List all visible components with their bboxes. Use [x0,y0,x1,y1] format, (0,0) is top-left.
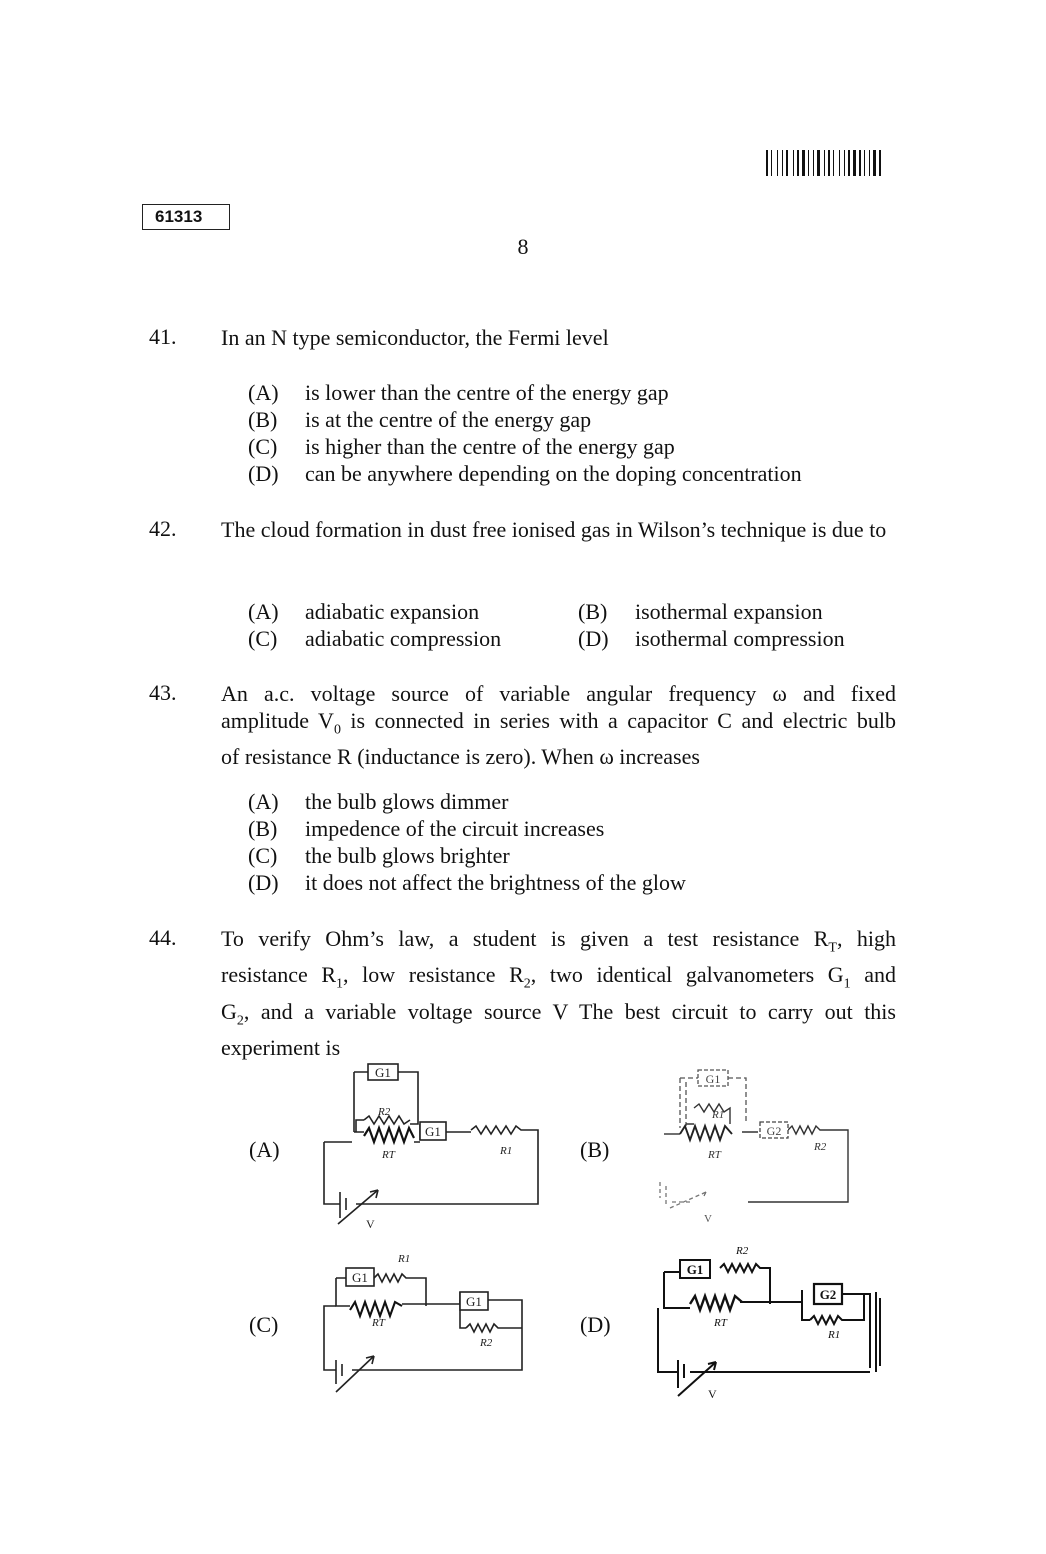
barcode-bar [839,150,840,176]
option-d: (D) can be anywhere depending on the doping concentration [248,461,802,486]
barcode-bar [766,150,768,176]
label-r2: R2 [814,1141,827,1153]
label-v: V [708,1387,717,1401]
label-r1: R1 [828,1329,841,1341]
barcode-bar [802,150,805,176]
circuit-diagram-d [650,1238,890,1408]
barcode-bar [844,150,845,176]
barcode-bar [817,150,820,176]
question-text: An a.c. voltage source of variable angular frequency ω and fixed amplitude $V_0$ is connected in series with a capacitor C and electric bulb of resistance R (inductance is zero). When ω increases [221,681,897,770]
label-r1: R1 [712,1109,725,1121]
svg-text:G1: G1 [425,1124,441,1139]
barcode-bar [879,150,881,176]
label-rt: RT [372,1317,385,1329]
galvanometer-g1-right [460,1292,488,1310]
label-r2: R2 [378,1106,391,1118]
barcode-bar [864,150,865,176]
option-c: (C) adiabatic compression [248,626,502,651]
barcode-bar [797,150,799,176]
option-c: (C) the bulb glows brighter [248,843,510,868]
circuit-label-a: (A) [249,1137,280,1162]
galvanometer-g1-right [420,1122,446,1140]
question-number: 43. [149,680,177,705]
barcode-bar [824,150,825,176]
option-list [248,379,802,487]
voltage-source [660,1182,706,1208]
resistor-rt [364,1128,414,1142]
barcode-bar [777,150,778,176]
question-number: 41. [149,324,177,349]
barcode-bar [808,150,809,176]
question-text: To verify Ohm’s law, a student is given a test resistance $R_T$, high resistance $R_1$, low resistance $R_2$, two identical galvanometers $G_1$ and $G_2$, and a variable voltage source V The best circuit to carry out this experiment is [221,926,897,1061]
option-c: (C) is higher than the centre of the energy gap [248,434,675,459]
galvanometer-g1-top [698,1070,728,1086]
label-r1: R1 [398,1253,411,1265]
resistor-rt [350,1302,402,1316]
label-r2: R2 [736,1245,749,1257]
question-text: The cloud formation in dust free ionised gas in Wilson’s technique is due to [221,517,887,542]
barcode-bar [833,150,834,176]
option-a: (A) the bulb glows dimmer [248,789,509,814]
option-list [248,788,686,896]
circuit-diagram-a [316,1062,546,1232]
option-d: (D) it does not affect the brightness of the glow [248,870,686,895]
svg-text:G2: G2 [819,1287,837,1302]
circuit-label-d: (D) [580,1312,611,1337]
barcode-bar [782,150,783,176]
resistor-r2 [466,1324,522,1332]
paper-code: 61313 [142,204,230,230]
resistor-rt [680,1126,732,1140]
svg-text:G1: G1 [352,1270,368,1285]
question-number: 44. [149,925,177,950]
option-b: (B) isothermal expansion [578,599,823,624]
circuit-label-c: (C) [249,1312,279,1337]
galvanometer-g1-top [346,1268,374,1286]
question-text: In an N type semiconductor, the Fermi level [221,325,609,350]
svg-text:G1: G1 [705,1072,721,1086]
label-rt: RT [382,1149,395,1161]
label-rt: RT [714,1317,727,1329]
svg-text:G1: G1 [466,1294,482,1309]
label-v: V [366,1217,375,1231]
barcode-bar [873,150,876,176]
option-a: (A) adiabatic expansion [248,599,480,624]
barcode [766,150,908,176]
option-b: (B) is at the centre of the energy gap [248,407,592,432]
svg-text:G2: G2 [766,1124,782,1138]
option-b: (B) impedence of the circuit increases [248,816,605,841]
question-number: 42. [149,516,177,541]
barcode-bar [848,150,850,176]
barcode-bar [786,150,788,176]
galvanometer-g2-right [814,1284,842,1304]
barcode-bar [869,150,870,176]
circuit-diagram-b [660,1068,860,1228]
barcode-bar [813,150,814,176]
barcode-bar [859,150,861,176]
barcode-bar [828,150,830,176]
galvanometer-g1-top [368,1064,398,1080]
circuit-diagram-c [316,1248,536,1398]
page-number: 8 [517,234,529,259]
circuit-label-b: (B) [580,1137,610,1162]
galvanometer-g1-top [680,1260,710,1278]
label-v: V [704,1213,712,1225]
option-d: (D) isothermal compression [578,626,845,651]
barcode-bar [853,150,856,176]
resistor-r2 [356,1116,410,1132]
galvanometer-g2-right [760,1122,788,1138]
barcode-bar [771,150,772,176]
option-a: (A) is lower than the centre of the energy gap [248,380,669,405]
resistor-rt [690,1296,742,1310]
barcode-bar [793,150,794,176]
label-r2: R2 [480,1337,493,1349]
label-r1: R1 [500,1145,513,1157]
svg-text:G1: G1 [375,1065,391,1080]
label-rt: RT [708,1149,721,1161]
svg-text:G1: G1 [686,1262,704,1277]
